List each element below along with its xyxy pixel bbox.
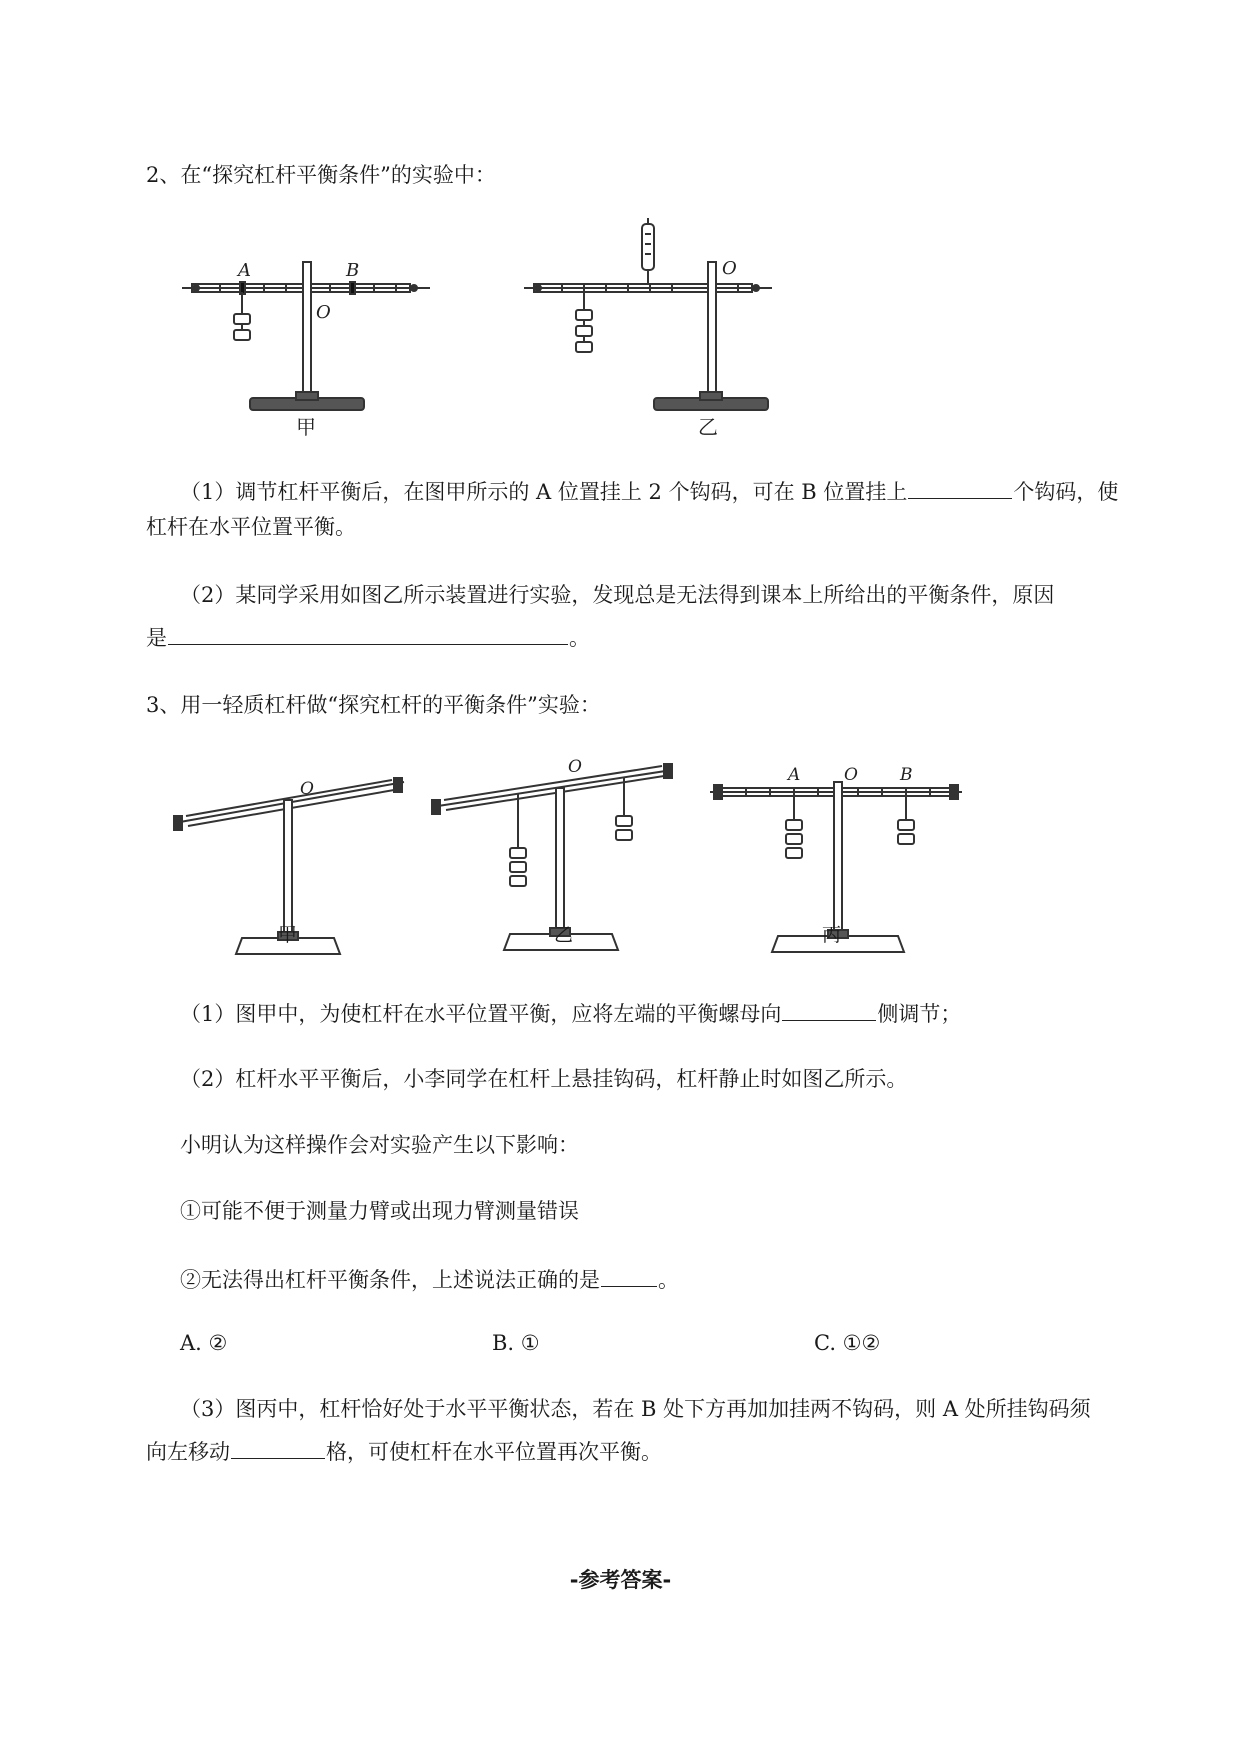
label-o3: O xyxy=(844,765,858,785)
q3-blank-2[interactable] xyxy=(601,1262,657,1287)
q3-p1-text-a: （1）图甲中，为使杠杆在水平位置平衡，应将左端的平衡螺母向 xyxy=(180,1002,782,1026)
q2-blank-1[interactable] xyxy=(908,474,1012,499)
option-c[interactable]: C. ①② xyxy=(814,1331,881,1355)
label-o1: O xyxy=(300,779,314,799)
q3-p1 xyxy=(180,996,961,1029)
q3-blank-1[interactable] xyxy=(782,996,876,1021)
q2-title: 2、在“探究杠杆平衡条件”的实验中： xyxy=(146,163,496,187)
q2-p1-line2: 杠杆在水平位置平衡。 xyxy=(146,515,356,539)
caption-jia: 甲 xyxy=(296,415,316,438)
q3-p5-text-b: 。 xyxy=(658,1268,679,1292)
label-b: B xyxy=(346,260,360,281)
label-b-q3: B xyxy=(900,765,913,785)
label-o2: O xyxy=(722,258,737,279)
option-a[interactable]: A. ② xyxy=(180,1331,228,1355)
q3-p6-text-b: 向左移动 xyxy=(146,1440,230,1464)
q3-caption-bing: 丙 xyxy=(822,924,842,946)
label-a: A xyxy=(238,260,251,281)
q3-p5 xyxy=(180,1262,679,1295)
q3-p6-line1: （3）图丙中，杠杆恰好处于水平平衡状态，若在 B 处下方再加加挂两不钩码，则 A 处所挂钩码须 xyxy=(180,1397,1091,1421)
q3-blank-3[interactable] xyxy=(231,1434,325,1459)
option-b[interactable]: B. ① xyxy=(492,1331,540,1355)
q3-caption-yi: 乙 xyxy=(554,924,574,946)
caption-yi: 乙 xyxy=(698,415,718,438)
q3-p6-line2 xyxy=(146,1434,662,1467)
q3-p2: （2）杠杆水平平衡后，小李同学在杠杆上悬挂钩码，杠杆静止时如图乙所示。 xyxy=(180,1067,908,1091)
answer-heading: -参考答案- xyxy=(569,1568,672,1592)
q2-figure-yi xyxy=(522,218,782,438)
q2-p1-text-b: 个钩码，使 xyxy=(1013,480,1119,504)
label-o: O xyxy=(316,302,331,323)
q3-title: 3、用一轻质杠杆做“探究杠杆的平衡条件”实验： xyxy=(146,693,601,717)
q2-p2-line2 xyxy=(146,620,590,653)
q3-p3: 小明认为这样操作会对实验产生以下影响： xyxy=(180,1133,579,1157)
q2-p2-text-c: 。 xyxy=(569,626,590,650)
label-o2-q3: O xyxy=(568,757,582,777)
q2-p2-line1: （2）某同学采用如图乙所示装置进行实验，发现总是无法得到课本上所给出的平衡条件，原因 xyxy=(180,583,1055,607)
q2-blank-2[interactable] xyxy=(168,620,568,645)
label-a-q3: A xyxy=(788,765,801,785)
q3-p5-text-a: ②无法得出杠杆平衡条件，上述说法正确的是 xyxy=(180,1268,600,1292)
q3-p4: ①可能不便于测量力臂或出现力臂测量错误 xyxy=(180,1199,579,1223)
q3-p6-text-c: 格，可使杠杆在水平位置再次平衡。 xyxy=(326,1440,662,1464)
q2-p1-text-a: （1）调节杠杆平衡后，在图甲所示的 A 位置挂上 2 个钩码，可在 B 位置挂上 xyxy=(180,480,908,504)
q3-p1-text-b: 侧调节； xyxy=(877,1002,962,1026)
q3-caption-jia: 甲 xyxy=(278,924,298,946)
q2-p1-line1 xyxy=(180,474,1118,507)
q2-figure-jia xyxy=(180,218,440,438)
q2-p2-text-b: 是 xyxy=(146,626,167,650)
